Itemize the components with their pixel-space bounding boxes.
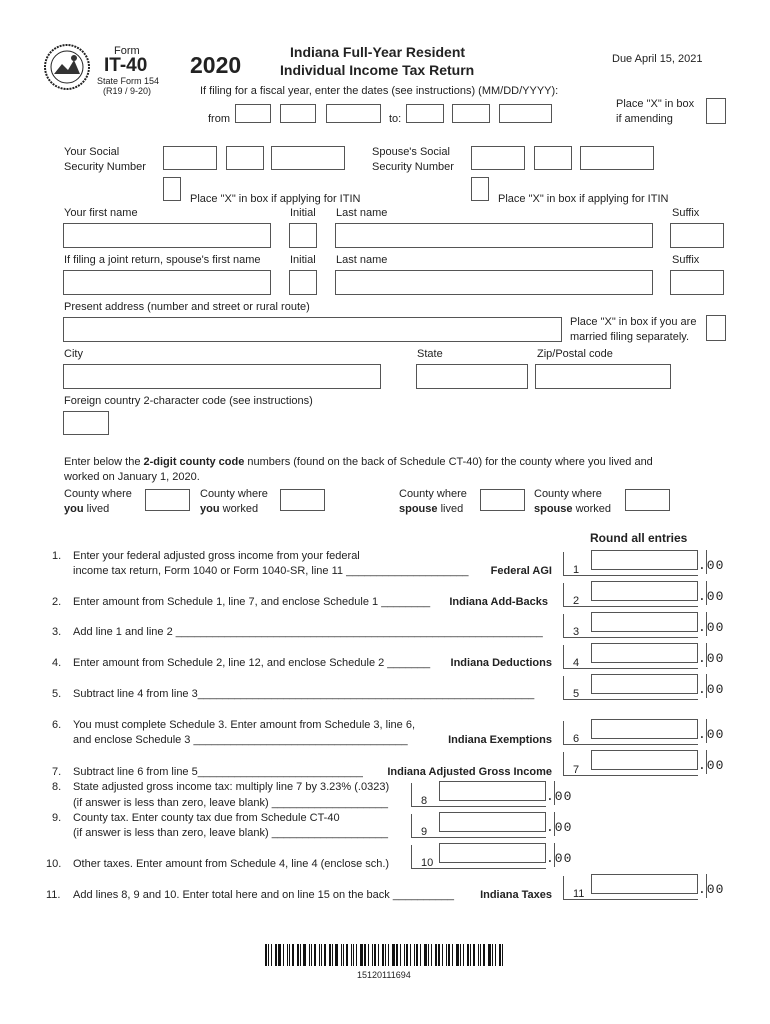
barcode-bar — [410, 944, 411, 966]
itin-checkbox[interactable] — [163, 177, 181, 201]
suffix-label: Suffix — [672, 207, 700, 219]
spouse-ssn-part-1[interactable] — [471, 146, 525, 170]
barcode-bar — [356, 944, 357, 966]
barcode-bar — [300, 944, 301, 966]
form-word: Form — [114, 45, 140, 57]
from-label: from — [208, 113, 230, 125]
cents-value: .00 — [546, 851, 573, 866]
line-text: Enter your federal adjusted gross income from your federal — [73, 550, 360, 562]
barcode-bar — [456, 944, 459, 966]
barcode-bar — [275, 944, 277, 966]
line-label: Indiana Deductions — [450, 657, 552, 669]
first-name-field[interactable] — [63, 223, 271, 248]
barcode-bar — [303, 944, 306, 966]
ssn-part-1[interactable] — [163, 146, 217, 170]
line-number: 8. — [52, 781, 62, 793]
barcode-bar — [392, 944, 395, 966]
barcode-bar — [351, 944, 352, 966]
line-text: Add lines 8, 9 and 10. Enter total here and on line 15 on the back __________ — [73, 889, 455, 901]
barcode-bar — [420, 944, 421, 966]
initial-label: Initial — [290, 207, 316, 219]
line-text: You must complete Schedule 3. Enter amount from Schedule 3, line 6, — [73, 719, 416, 731]
city-label: City — [64, 348, 83, 360]
barcode-bar — [502, 944, 503, 966]
county-spouse-lived-field[interactable] — [480, 489, 525, 511]
barcode-bar — [416, 944, 418, 966]
city-field[interactable] — [63, 364, 381, 389]
spouse-suffix-field[interactable] — [670, 270, 724, 295]
to-year[interactable] — [499, 104, 552, 123]
address-field[interactable] — [63, 317, 562, 342]
line-box-number: 11 — [573, 888, 585, 900]
line-text: Other taxes. Enter amount from Schedule 4, line 4 (enclose sch.) — [73, 858, 390, 870]
tax-year: 2020 — [190, 52, 242, 78]
barcode-bar — [428, 944, 429, 966]
barcode-bar — [467, 944, 469, 966]
county-spouse-worked-field[interactable] — [625, 489, 670, 511]
line-box-number: 6 — [573, 733, 580, 745]
spouse-itin-label: Place "X" in box if applying for ITIN — [498, 193, 669, 205]
state-form: State Form 154 — [97, 76, 160, 86]
amount-field-1[interactable] — [591, 550, 698, 570]
barcode-bar — [297, 944, 299, 966]
barcode-bar — [435, 944, 437, 966]
due-date: Due April 15, 2021 — [612, 53, 703, 65]
amend-label-1: Place "X" in box — [616, 98, 695, 110]
form-name: IT-40 — [104, 55, 148, 76]
from-day[interactable] — [280, 104, 316, 123]
barcode-bar — [289, 944, 290, 966]
line-box-number: 4 — [573, 657, 580, 669]
spouse-last-name-label: Last name — [336, 254, 388, 266]
barcode-bar — [346, 944, 348, 966]
cents-value: .00 — [698, 620, 725, 635]
spouse-initial-label: Initial — [290, 254, 316, 266]
ssn-part-3[interactable] — [271, 146, 345, 170]
zip-field[interactable] — [535, 364, 671, 389]
cents-value: .00 — [698, 727, 725, 742]
county-spouse-worked-label: County where spouse worked — [534, 488, 612, 515]
amount-field-3[interactable] — [591, 612, 698, 632]
form-title-2: Individual Income Tax Return — [280, 62, 475, 78]
barcode-bar — [388, 944, 389, 966]
initial-field[interactable] — [289, 223, 317, 248]
barcode-bar — [382, 944, 384, 966]
spouse-ssn-label-2: Security Number — [372, 161, 454, 173]
spouse-ssn-part-2[interactable] — [534, 146, 572, 170]
barcode-bar — [353, 944, 354, 966]
barcode-bar — [463, 944, 464, 966]
fiscal-note: If filing for a fiscal year, enter the dates (see instructions) (MM/DD/YYYY): — [200, 85, 559, 97]
form-title-1: Indiana Full-Year Resident — [290, 44, 466, 60]
barcode-bar — [446, 944, 447, 966]
barcode-bar — [404, 944, 405, 966]
line-number: 2. — [52, 596, 62, 608]
barcode-bar — [442, 944, 443, 966]
spouse-itin-checkbox[interactable] — [471, 177, 489, 201]
barcode-bar — [406, 944, 408, 966]
cents-value: .00 — [698, 589, 725, 604]
barcode-bar — [360, 944, 363, 966]
line-number: 9. — [52, 812, 62, 824]
barcode-bar — [368, 944, 369, 966]
suffix-field[interactable] — [670, 223, 724, 248]
state-field[interactable] — [416, 364, 528, 389]
barcode-bar — [378, 944, 379, 966]
barcode-bar — [372, 944, 373, 966]
barcode-bar — [460, 944, 461, 966]
to-month[interactable] — [406, 104, 444, 123]
county-you-lived-label: County where you lived — [64, 488, 132, 515]
county-intro-1: Enter below the 2-digit county code numbers (found on the back of Schedule CT-40) for the county where you lived and — [64, 456, 653, 468]
line-text: Add line 1 and line 2 ____________________________________________________________ — [73, 626, 543, 638]
line-text: State adjusted gross income tax: multiply line 7 by 3.23% (.0323) — [73, 781, 390, 793]
barcode-bar — [414, 944, 415, 966]
from-month[interactable] — [235, 104, 271, 123]
amount-field-2[interactable] — [591, 581, 698, 601]
line-box-number: 10 — [421, 857, 434, 869]
line-text-2: (if answer is less than zero, leave blank) ___________________ — [73, 827, 388, 839]
barcode-bar — [492, 944, 493, 966]
county-you-lived-field[interactable] — [145, 489, 190, 511]
barcode-bar — [495, 944, 496, 966]
line-label: Indiana Add-Backs — [449, 596, 548, 608]
barcode-bar — [311, 944, 312, 966]
barcode-bar — [278, 944, 281, 966]
amount-field-11[interactable] — [591, 874, 698, 894]
line-box-number: 9 — [421, 826, 428, 838]
from-year[interactable] — [326, 104, 381, 123]
ssn-label-2: Security Number — [64, 161, 146, 173]
married-sep-label-2: married filing separately. — [570, 331, 690, 343]
line-text: Enter amount from Schedule 2, line 12, and enclose Schedule 2 _______ — [73, 657, 431, 669]
barcode-bar — [343, 944, 344, 966]
barcode-bar — [385, 944, 386, 966]
county-spouse-lived-label: County where spouse lived — [399, 488, 467, 515]
barcode-bar — [271, 944, 272, 966]
last-name-field[interactable] — [335, 223, 653, 248]
barcode-bar — [396, 944, 398, 966]
round-all-entries: Round all entries — [590, 531, 688, 545]
amend-label-2: if amending — [616, 113, 673, 125]
cents-value: .00 — [546, 789, 573, 804]
line-number: 6. — [52, 719, 62, 731]
line-box-number: 1 — [573, 564, 580, 576]
line-number: 1. — [52, 550, 62, 562]
foreign-code-label: Foreign country 2-character code (see instructions) — [64, 395, 313, 407]
amend-checkbox[interactable] — [706, 98, 726, 124]
line-box-number: 5 — [573, 688, 580, 700]
line-text-2: (if answer is less than zero, leave blank) ___________________ — [73, 797, 388, 809]
cents-value: .00 — [698, 758, 725, 773]
barcode-bar — [470, 944, 471, 966]
line-box-number: 2 — [573, 595, 580, 607]
barcode — [265, 944, 505, 966]
amount-field-8[interactable] — [439, 781, 546, 801]
amount-field-7[interactable] — [591, 750, 698, 770]
line-text-2: and enclose Schedule 3 ___________________________________ — [73, 734, 408, 746]
married-sep-label-1: Place "X" in box if you are — [570, 316, 697, 328]
barcode-bar — [335, 944, 338, 966]
state-seal — [44, 44, 90, 90]
spouse-ssn-part-3[interactable] — [580, 146, 654, 170]
cents-value: .00 — [698, 651, 725, 666]
barcode-bar — [483, 944, 485, 966]
cents-value: .00 — [698, 882, 725, 897]
to-day[interactable] — [452, 104, 490, 123]
ssn-label-1: Your Social — [64, 146, 120, 158]
barcode-bar — [488, 944, 491, 966]
line-label: Federal AGI — [490, 565, 552, 577]
cents-value: .00 — [698, 682, 725, 697]
amount-field-5[interactable] — [591, 674, 698, 694]
barcode-bar — [319, 944, 320, 966]
cents-value: .00 — [698, 558, 725, 573]
line-number: 5. — [52, 688, 62, 700]
state-label: State — [417, 348, 443, 360]
barcode-number: 15120111694 — [357, 970, 411, 980]
line-label: Indiana Taxes — [480, 889, 552, 901]
barcode-bar — [452, 944, 453, 966]
spouse-initial-field[interactable] — [289, 270, 317, 295]
address-label: Present address (number and street or rural route) — [64, 301, 310, 313]
barcode-bar — [478, 944, 479, 966]
cents-value: .00 — [546, 820, 573, 835]
line-box-number: 8 — [421, 795, 428, 807]
barcode-bar — [332, 944, 333, 966]
county-you-worked-label: County where you worked — [200, 488, 268, 515]
amount-field-9[interactable] — [439, 812, 546, 832]
last-name-label: Last name — [336, 207, 388, 219]
barcode-bar — [283, 944, 284, 966]
itin-label: Place "X" in box if applying for ITIN — [190, 193, 361, 205]
county-you-worked-field[interactable] — [280, 489, 325, 511]
ssn-part-2[interactable] — [226, 146, 264, 170]
barcode-bar — [448, 944, 450, 966]
first-name-label: Your first name — [64, 207, 138, 219]
barcode-bar — [480, 944, 481, 966]
line-number: 7. — [52, 766, 62, 778]
line-number: 11. — [46, 889, 61, 901]
barcode-bar — [499, 944, 501, 966]
spouse-first-name-field[interactable] — [63, 270, 271, 295]
line-box-number: 3 — [573, 626, 580, 638]
barcode-bar — [473, 944, 475, 966]
barcode-bar — [438, 944, 440, 966]
foreign-code-field[interactable] — [63, 411, 109, 435]
line-number: 4. — [52, 657, 62, 669]
zip-label: Zip/Postal code — [537, 348, 613, 360]
line-box-number: 7 — [573, 764, 580, 776]
barcode-bar — [309, 944, 310, 966]
barcode-bar — [268, 944, 269, 966]
amount-field-4[interactable] — [591, 643, 698, 663]
line-text: Enter amount from Schedule 1, line 7, and enclose Schedule 1 ________ — [73, 596, 431, 608]
spouse-last-name-field[interactable] — [335, 270, 653, 295]
barcode-bar — [374, 944, 376, 966]
line-label: Indiana Adjusted Gross Income — [387, 766, 552, 778]
amount-field-10[interactable] — [439, 843, 546, 863]
line-text-2: income tax return, Form 1040 or Form 1040-SR, line 11 ____________________ — [73, 565, 469, 577]
barcode-bar — [287, 944, 288, 966]
line-number: 10. — [46, 858, 62, 870]
barcode-bar — [324, 944, 326, 966]
spouse-suffix-label: Suffix — [672, 254, 700, 266]
to-label: to: — [389, 113, 402, 125]
barcode-bar — [400, 944, 401, 966]
line-text: Subtract line 6 from line 5___________________________ — [73, 766, 363, 778]
amount-field-6[interactable] — [591, 719, 698, 739]
barcode-bar — [431, 944, 432, 966]
spouse-first-name-label: If filing a joint return, spouse's first name — [64, 254, 261, 266]
revision: (R19 / 9-20) — [103, 86, 152, 96]
barcode-bar — [265, 944, 267, 966]
married-sep-checkbox[interactable] — [706, 315, 726, 341]
line-number: 3. — [52, 626, 62, 638]
spouse-ssn-label-1: Spouse's Social — [372, 146, 450, 158]
county-intro-2: worked on January 1, 2020. — [64, 471, 200, 483]
barcode-bar — [329, 944, 331, 966]
line-text: Subtract line 4 from line 3_______________________________________________________ — [73, 688, 535, 700]
barcode-bar — [314, 944, 316, 966]
barcode-bar — [292, 944, 294, 966]
barcode-bar — [424, 944, 427, 966]
line-label: Indiana Exemptions — [448, 734, 552, 746]
barcode-bar — [364, 944, 366, 966]
barcode-bar — [321, 944, 322, 966]
barcode-bar — [341, 944, 342, 966]
line-text: County tax. Enter county tax due from Schedule CT-40 — [73, 812, 340, 824]
